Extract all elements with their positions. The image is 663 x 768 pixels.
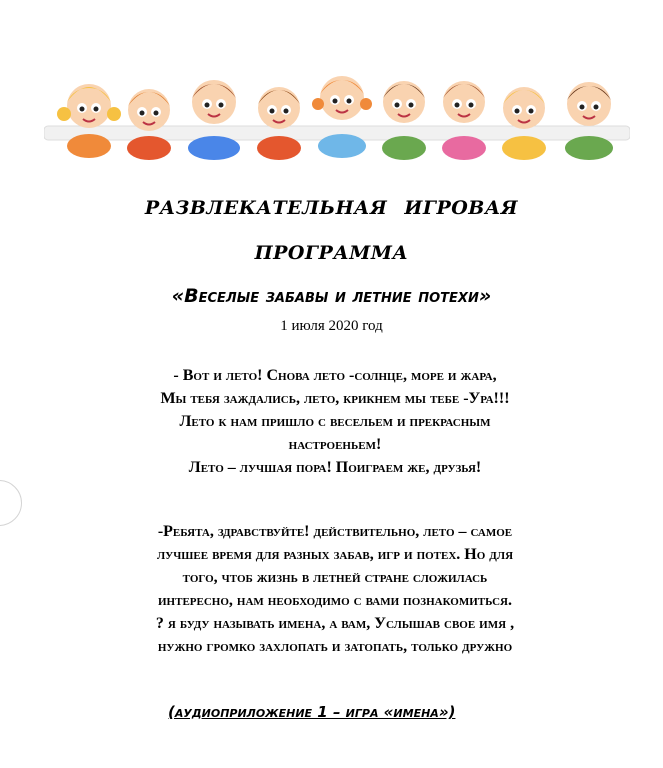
intro-paragraph <box>40 520 630 658</box>
paragraph-line: того, чтоб жизнь в летней стране сложилась <box>182 569 488 586</box>
page-edge-mark <box>0 480 22 526</box>
paragraph-line: нужно громко захлопать и затопать, только дружно <box>157 638 513 655</box>
title-line-1: РАЗВЛЕКАТЕЛЬНАЯ ИГРОВАЯ <box>144 197 519 219</box>
children-banner <box>44 64 630 164</box>
children-illustration-icon <box>44 64 630 164</box>
event-date: 1 июля 2020 год <box>280 318 383 334</box>
paragraph-line: лучшее время для разных забав, игр и потех. Но для <box>156 546 514 563</box>
paragraph-line: -Ребята, здравствуйте! действительно, лето – самое <box>157 523 513 540</box>
verse-line: - Вот и лето! Снова лето -солнце, море и жара, <box>173 367 497 384</box>
title-line-2: ПРОГРАММА <box>254 242 409 264</box>
verse-line: Лето – лучшая пора! Поиграем же, друзья! <box>188 459 482 476</box>
verse-line: Лето к нам пришло с весельем и прекрасным <box>179 413 491 430</box>
verse-line: настроеньем! <box>288 436 382 453</box>
poem-verse <box>40 364 630 479</box>
paragraph-line: ? я буду называть имена, а вам, Услышав свое имя , <box>155 615 515 632</box>
paragraph-line: интересно, нам необходимо с вами познакомиться. <box>158 592 512 609</box>
audio-appendix-note: (аудиоприложение 1 – игра «имена») <box>168 703 456 721</box>
verse-line: Мы тебя заждались, лето, крикнем мы тебе -Ура!!! <box>160 390 510 407</box>
subtitle: «Веселые забавы и летние потехи» <box>171 285 492 307</box>
